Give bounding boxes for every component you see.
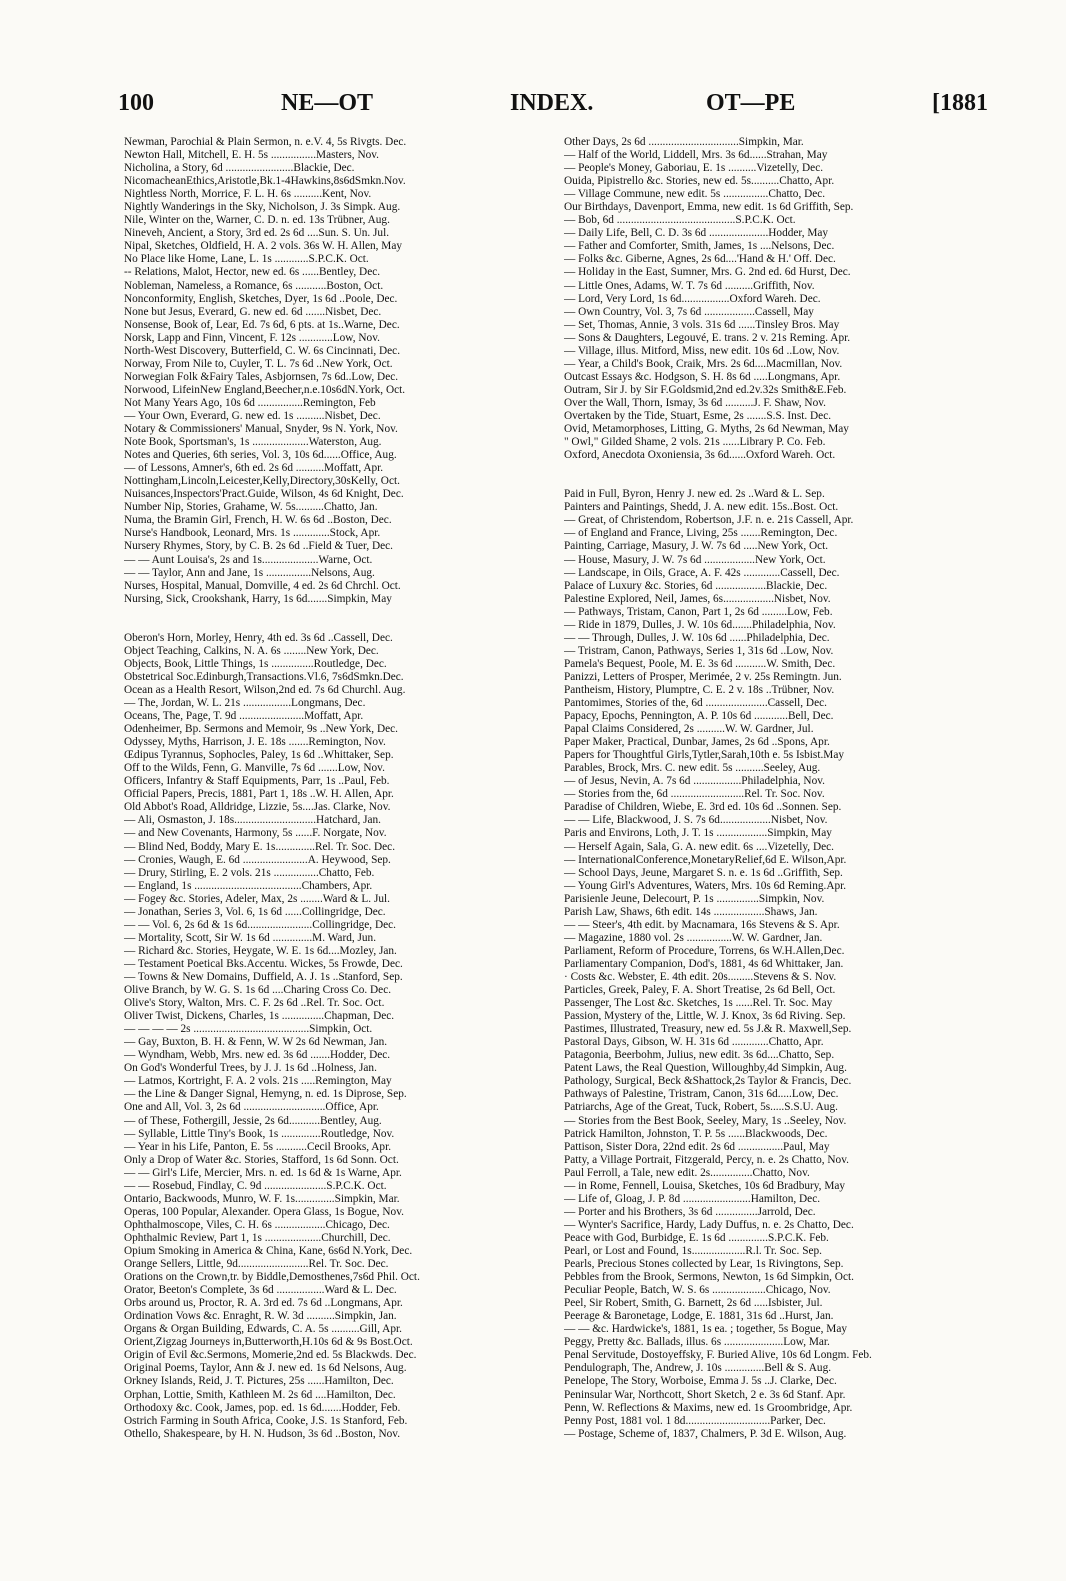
index-entry: Nipal, Sketches, Oldfield, H. A. 2 vols. 36s W. H. Allen, May — [124, 240, 403, 253]
index-entry: Panizzi, Letters of Prosper, Merimée, 2 v. 25s Remingtn. Jun. — [564, 670, 842, 683]
index-entry: Our Birthdays, Davenport, Emma, new edit. 1s 6d Griffith, Sep. — [564, 201, 854, 214]
index-entry: — Stories from the, 6d ..........................Rel. Tr. Soc. Nov. — [564, 788, 825, 801]
index-entry: Not Many Years Ago, 10s 6d ................Remington, Feb — [124, 396, 376, 409]
index-entry: Opium Smoking in America & China, Kane, 6s6d N.York, Dec. — [124, 1244, 413, 1257]
index-entry: Palace of Luxury &c. Stories, 6d ..................Blackie, Dec. — [564, 579, 828, 592]
index-entry: — Jonathan, Series 3, Vol. 6, 1s 6d ......Collingridge, Dec. — [124, 905, 386, 918]
index-entry: Passenger, The Lost &c. Sketches, 1s ......Rel. Tr. Soc. May — [564, 997, 833, 1010]
index-entry: Objects, Book, Little Things, 1s ...............Routledge, Dec. — [124, 657, 387, 670]
index-entry: — in Rome, Fennell, Louisa, Sketches, 10s 6d Bradbury, May — [564, 1179, 846, 1192]
index-entry: Norway, From Nile to, Cuyler, T. L. 7s 6d ..New York, Oct. — [124, 357, 393, 370]
index-entry: — of These, Fothergill, Jessie, 2s 6d...........Bentley, Aug. — [124, 1114, 382, 1127]
index-entry: Nightless North, Morrice, F. L. H. 6s ..........Kent, Nov. — [124, 188, 372, 201]
index-entry: — Postage, Scheme of, 1837, Chalmers, P. 3d E. Wilson, Aug. — [564, 1427, 847, 1440]
index-entry: Notary & Commissioners' Manual, Snyder, 9s N. York, Nov. — [124, 423, 398, 436]
index-entry: — Holiday in the East, Sumner, Mrs. G. 2nd ed. 6d Hurst, Dec. — [564, 266, 851, 279]
index-entry: — — Aunt Louisa's, 2s and 1s....................Warne, Oct. — [124, 553, 373, 566]
index-entry: — Ali, Osmaston, J. 18s.............................Hatchard, Jan. — [124, 814, 381, 827]
index-entry: Orthodoxy &c. Cook, James, pop. ed. 1s 6d.......Hodder, Feb. — [124, 1401, 401, 1414]
index-entry: Palestine Explored, Neil, James, 6s..................Nisbet, Nov. — [564, 592, 831, 605]
index-entry: Orange Sellers, Little, 9d.........................Rel. Tr. Soc. Dec. — [124, 1258, 389, 1271]
index-entry: Orient,Zigzag Journeys in,Butterworth,H.10s 6d & 9s Bost.Oct. — [124, 1336, 413, 1349]
index-entry: Odenheimer, Bp. Sermons and Memoir, 9s ..New York, Dec. — [124, 723, 398, 736]
index-entry: — Wynter's Sacrifice, Hardy, Lady Duffus, n. e. 2s Chatto, Dec. — [564, 1218, 854, 1231]
index-entry: — Stories from the Best Book, Seeley, Mary, 1s ..Seeley, Nov. — [564, 1114, 847, 1127]
index-entry: Original Poems, Taylor, Ann & J. new ed. 1s 6d Nelsons, Aug. — [124, 1362, 407, 1375]
index-entry: — — Taylor, Ann and Jane, 1s ................Nelsons, Aug. — [124, 566, 375, 579]
index-entry: Patagonia, Beerbohm, Julius, new edit. 3s 6d....Chatto, Sep. — [564, 1049, 835, 1062]
index-entry: Over the Wall, Thorn, Ismay, 3s 6d ..........J. F. Shaw, Nov. — [564, 396, 826, 409]
index-entry: Overtaken by the Tide, Stuart, Esme, 2s .......S.S. Inst. Dec. — [564, 409, 832, 422]
index-entry: Norwood, LifeinNew England,Beecher,n.e.10s6dN.York, Oct. — [124, 383, 406, 396]
index-entry: Orator, Beeton's Complete, 3s 6d .................Ward & L. Dec. — [124, 1284, 397, 1297]
index-entry: Papacy, Epochs, Pennington, A. P. 10s 6d ............Bell, Dec. — [564, 710, 834, 723]
index-entry: — Folks &c. Giberne, Agnes, 2s 6d....'Hand & H.' Off. Dec. — [564, 253, 836, 266]
index-entry: None but Jesus, Everard, G. new ed. 6d .......Nisbet, Dec. — [124, 305, 382, 318]
index-entry: Pearls, Precious Stones collected by Lear, 1s Rivingtons, Sep. — [564, 1258, 844, 1271]
index-entry: Peel, Sir Robert, Smith, G. Barnett, 2s 6d .....Isbister, Jul. — [564, 1297, 823, 1310]
index-entry: — — Vol. 6, 2s 6d & 1s 6d.......................Collingridge, Dec. — [124, 918, 396, 931]
index-entry: Official Papers, Precis, 1881, Part 1, 18s ..W. H. Allen, Apr. — [124, 788, 394, 801]
index-title: INDEX. — [510, 90, 594, 116]
index-entry: Ophthalmoscope, Viles, C. H. 6s ..................Chicago, Dec. — [124, 1218, 390, 1231]
index-entry: Painting, Carriage, Masury, J. W. 7s 6d .....New York, Oct. — [564, 540, 829, 553]
index-entry: Penelope, The Story, Worboise, Emma J. 5s ..J. Clarke, Dec. — [564, 1375, 837, 1388]
index-entry: Peninsular War, Northcott, Short Sketch, 2 e. 3s 6d Stanf. Apr. — [564, 1388, 846, 1401]
index-entry: — Bob, 6d ..........................................S.P.C.K. Oct. — [564, 214, 796, 227]
right-range: OT—PE — [706, 90, 796, 116]
index-entry: — Set, Thomas, Annie, 3 vols. 31s 6d ......Tinsley Bros. May — [564, 318, 840, 331]
index-entry: Odyssey, Myths, Harrison, J. E. 18s .......Remington, Nov. — [124, 736, 386, 749]
index-entry: Pattison, Sister Dora, 22nd edit. 2s 6d ................Paul, May — [564, 1140, 830, 1153]
index-entry: Parables, Brock, Mrs. C. new edit. 5s ..........Seeley, Aug. — [564, 762, 821, 775]
index-entry: Papers for Thoughtful Girls,Tytler,Sarah,10th e. 5s Isbist.May — [564, 749, 844, 762]
index-entry: — Your Own, Everard, G. new ed. 1s ..........Nisbet, Dec. — [124, 409, 381, 422]
index-entry: Other Days, 2s 6d ................................Simpkin, Mar. — [564, 136, 804, 148]
index-entry: — Blind Ned, Boddy, Mary E. 1s..............Rel. Tr. Soc. Dec. — [124, 840, 396, 853]
index-entry: Orbs around us, Proctor, R. A. 3rd ed. 7s 6d ..Longmans, Apr. — [124, 1297, 403, 1310]
section-gap — [124, 606, 556, 619]
index-entry: — — Rosebud, Findlay, C. 9d ......................S.P.C.K. Oct. — [124, 1179, 387, 1192]
left-column — [124, 136, 556, 1441]
index-entry: — Tristram, Canon, Pathways, Series 1, 31s 6d ..Low, Nov. — [564, 644, 834, 657]
index-entry: — Porter and his Brothers, 3s 6d ...............Jarrold, Dec. — [564, 1205, 816, 1218]
index-entry: — — Steer's, 4th edit. by Macnamara, 16s Stevens & S. Apr. — [564, 918, 840, 931]
index-entry: Oberon's Horn, Morley, Henry, 4th ed. 3s 6d ..Cassell, Dec. — [124, 631, 393, 644]
index-entry: Number Nip, Stories, Grahame, W. 5s..........Chatto, Jan. — [124, 501, 378, 514]
index-entry: Paid in Full, Byron, Henry J. new ed. 2s ..Ward & L. Sep. — [564, 488, 825, 501]
index-entry: Pathways of Palestine, Tristram, Canon, 31s 6d.....Low, Dec. — [564, 1088, 839, 1101]
index-entry: — of Jesus, Nevin, A. 7s 6d .................Philadelphia, Nov. — [564, 775, 825, 788]
index-entry: Pantomimes, Stories of the, 6d ......................Cassell, Dec. — [564, 697, 827, 710]
index-entry: Othello, Shakespeare, by H. N. Hudson, 3s 6d ..Boston, Nov. — [124, 1427, 401, 1440]
index-entry: Paris and Environs, Loth, J. T. 1s ..................Simpkin, May — [564, 827, 832, 840]
index-entry: North-West Discovery, Butterfield, C. W. 6s Cincinnati, Dec. — [124, 344, 401, 357]
index-entry: — Ride in 1879, Dulles, J. W. 10s 6d.......Philadelphia, Nov. — [564, 618, 836, 631]
index-entry: Norwegian Folk &Fairy Tales, Asbjornsen, 7s 6d..Low, Dec. — [124, 370, 399, 383]
index-entry: — — Girl's Life, Mercier, Mrs. n. ed. 1s 6d & 1s Warne, Apr. — [124, 1166, 402, 1179]
index-entry: Only a Drop of Water &c. Stories, Stafford, 1s 6d Sonn. Oct. — [124, 1153, 399, 1166]
index-entry: Passion, Mystery of the, Little, W. J. Knox, 3s 6d Riving. Sep. — [564, 1010, 846, 1023]
index-entry: — Richard &c. Stories, Heygate, W. E. 1s 6d....Mozley, Jan. — [124, 944, 397, 957]
index-entry: Nurse's Handbook, Leonard, Mrs. 1s .............Stock, Apr. — [124, 527, 381, 540]
index-entry: Numa, the Bramin Girl, French, H. W. 6s 6d ..Boston, Dec. — [124, 514, 392, 527]
index-entry: Origin of Evil &c.Sermons, Momerie,2nd ed. 5s Blackwds. Dec. — [124, 1349, 417, 1362]
index-entry: Paradise of Children, Wiebe, E. 3rd ed. 10s 6d ..Sonnen. Sep. — [564, 801, 842, 814]
index-entry: Peace with God, Burbidge, E. 1s 6d ..............S.P.C.K. Feb. — [564, 1231, 829, 1244]
index-entry: Paul Ferroll, a Tale, new edit. 2s...............Chatto, Nov. — [564, 1166, 810, 1179]
index-entry: Ontario, Backwoods, Munro, W. F. 1s..............Simpkin, Mar. — [124, 1192, 400, 1205]
index-entry: Operas, 100 Popular, Alexander. Opera Glass, 1s Bogue, Nov. — [124, 1205, 404, 1218]
index-entry: — Year, a Child's Book, Craik, Mrs. 2s 6d....Macmillan, Nov. — [564, 357, 843, 370]
index-entry: -- Relations, Malot, Hector, new ed. 6s ......Bentley, Dec. — [124, 266, 381, 279]
index-entry: Pamela's Bequest, Poole, M. E. 3s 6d ...........W. Smith, Dec. — [564, 657, 836, 670]
index-entry: Patty, a Village Portrait, Fitzgerald, Percy, n. e. 2s Chatto, Nov. — [564, 1153, 849, 1166]
index-entry: Ophthalmic Review, Part 1, 1s ....................Churchill, Dec. — [124, 1231, 391, 1244]
index-entry: Penal Servitude, Dostoyeffsky, F. Buried Alive, 10s 6d Longm. Feb. — [564, 1349, 872, 1362]
index-entry: — and New Covenants, Harmony, 5s ......F. Norgate, Nov. — [124, 827, 387, 840]
index-entry: — Syllable, Little Tiny's Book, 1s ..............Routledge, Nov. — [124, 1127, 395, 1140]
index-entry: — — &c. Hardwicke's, 1881, 1s ea. ; together, 5s Bogue, May — [564, 1323, 848, 1336]
index-entry: Oceans, The, Page, T. 9d .......................Moffatt, Apr. — [124, 710, 364, 723]
index-entry: Pantheism, History, Plumptre, C. E. 2 v. 18s ..Trübner, Nov. — [564, 683, 835, 696]
index-entry: — Little Ones, Adams, W. T. 7s 6d ..........Griffith, Nov. — [564, 279, 815, 292]
index-entry: Organs & Organ Building, Edwards, C. A. 5s ..........Gill, Apr. — [124, 1323, 402, 1336]
index-entry: — Pathways, Tristam, Canon, Part 1, 2s 6d .........Low, Feb. — [564, 605, 833, 618]
index-entry: Nightly Wanderings in the Sky, Nicholson, J. 3s Simpk. Aug. — [124, 201, 401, 214]
index-entry: Orations on the Crown,tr. by Biddle,Demosthenes,7s6d Phil. Oct. — [124, 1271, 420, 1284]
index-entry: Ocean as a Health Resort, Wilson,2nd ed. 7s 6d Churchl. Aug. — [124, 683, 406, 696]
index-entry: Nonconformity, English, Sketches, Dyer, 1s 6d ..Poole, Dec. — [124, 292, 398, 305]
left-range: NE—OT — [281, 90, 374, 116]
index-entry: Parish Law, Shaws, 6th edit. 14s ..................Shaws, Jan. — [564, 905, 818, 918]
index-entry: — Lord, Very Lord, 1s 6d.................Oxford Wareh. Dec. — [564, 292, 821, 305]
index-entry: — Father and Comforter, Smith, James, 1s ....Nelsons, Dec. — [564, 240, 835, 253]
index-entry: Pendulograph, The, Andrew, J. 10s ..............Bell & S. Aug. — [564, 1362, 832, 1375]
index-entry: — Testament Poetical Bks.Accentu. Wickes, 5s Frowde, Dec. — [124, 957, 403, 970]
index-entry: Off to the Wilds, Fenn, G. Manville, 7s 6d .......Low, Nov. — [124, 762, 385, 775]
index-entry: Oliver Twist, Dickens, Charles, 1s ...............Chapman, Dec. — [124, 1010, 395, 1023]
index-entry: — Life of, Gloag, J. P. 8d ........................Hamilton, Dec. — [564, 1192, 821, 1205]
index-entry: On God's Wonderful Trees, by J. J. 1s 6d ..Holness, Jan. — [124, 1062, 377, 1075]
index-entry: — Village, illus. Mitford, Miss, new edit. 10s 6d ..Low, Nov. — [564, 344, 840, 357]
index-entry: Pearl, or Lost and Found, 1s...................R.l. Tr. Soc. Sep. — [564, 1244, 822, 1257]
index-entry: Newton Hall, Mitchell, E. H. 5s ................Masters, Nov. — [124, 149, 379, 162]
index-entry: Pastimes, Illustrated, Treasury, new ed. 5s J.& R. Maxwell,Sep. — [564, 1023, 852, 1036]
index-entry: Nineveh, Ancient, a Story, 3rd ed. 2s 6d ....Sun. S. Un. Jul. — [124, 227, 390, 240]
section-gap — [124, 619, 556, 632]
index-entry: Note Book, Sportsman's, 1s ....................Waterston, Aug. — [124, 436, 382, 449]
index-entry: — Drury, Stirling, E. 2 vols. 21s ................Chatto, Feb. — [124, 866, 375, 879]
index-entry: — The, Jordan, W. L. 21s .................Longmans, Dec. — [124, 697, 366, 710]
index-entry: Nonsense, Book of, Lear, Ed. 7s 6d, 6 pts. at 1s..Warne, Dec. — [124, 318, 400, 331]
index-entry: — Magazine, 1880 vol. 2s ................W. W. Gardner, Jan. — [564, 931, 823, 944]
index-entry: · Costs &c. Webster, E. 4th edit. 20s.........Stevens & S. Nov. — [564, 971, 837, 983]
index-entry: One and All, Vol. 3, 2s 6d .............................Office, Apr. — [124, 1101, 379, 1114]
index-entry: Penny Post, 1881 vol. 1 8d..............................Parker, Dec. — [564, 1414, 826, 1427]
index-entry: — the Line & Danger Signal, Hemyng, n. ed. 1s Diprose, Sep. — [124, 1088, 407, 1101]
index-entry: Olive Branch, by W. G. S. 1s 6d ....Charing Cross Co. Dec. — [124, 984, 392, 997]
index-entry: Olive's Story, Walton, Mrs. C. F. 2s 6d ..Rel. Tr. Soc. Oct. — [124, 997, 385, 1010]
page-number: 100 — [118, 90, 154, 116]
index-entry: Newman, Parochial & Plain Sermon, n. e.V. 4, 5s Rivgts. Dec. — [124, 136, 407, 148]
index-entry: Parliamentary Companion, Dod's, 1881, 4s 6d Whittaker, Jan. — [564, 957, 844, 970]
index-entry: Parliament, Reform of Procedure, Torrens, 6s W.H.Allen,Dec. — [564, 944, 845, 957]
index-entry: Obstetrical Soc.Edinburgh,Transactions.Vl.6, 7s6dSmkn.Dec. — [124, 670, 404, 683]
index-entry: Object Teaching, Calkins, N. A. 6s ........New York, Dec. — [124, 644, 379, 657]
index-entry: Pastoral Days, Gibson, W. H. 31s 6d .............Chatto, Apr. — [564, 1036, 824, 1049]
index-entry: Peggy, Pretty &c. Ballads, illus. 6s .....................Low, Mar. — [564, 1336, 830, 1349]
index-entry: " Owl," Gilded Shame, 2 vols. 21s ......Library P. Co. Feb. — [564, 436, 826, 449]
index-entry: — School Days, Jeune, Margaret S. n. e. 1s 6d ..Griffith, Sep. — [564, 866, 843, 879]
index-entry: — Sons & Daughters, Legouvé, E. trans. 2 v. 21s Reming. Apr. — [564, 331, 851, 344]
index-entry: Patent Laws, the Real Question, Willoughby,4d Simpkin, Aug. — [564, 1062, 847, 1075]
index-entry: Oxford, Anecdota Oxoniensia, 3s 6d......Oxford Wareh. Oct. — [564, 449, 836, 462]
index-entry: Nuisances,Inspectors'Pract.Guide, Wilson, 4s 6d Knight, Dec. — [124, 488, 404, 501]
index-entry: — — — — 2s .........................................Simpkin, Oct. — [124, 1023, 373, 1036]
right-column — [564, 136, 980, 1441]
index-entry: — People's Money, Gaboriau, E. 1s ..........Vizetelly, Dec. — [564, 162, 824, 175]
index-entry: — Herself Again, Sala, G. A. new edit. 6s ....Vizetelly, Dec. — [564, 840, 834, 853]
page-header — [118, 90, 988, 126]
index-entry: Orphan, Lottie, Smith, Kathleen M. 2s 6d ....Hamilton, Dec. — [124, 1388, 396, 1401]
index-entry: — Latmos, Kortright, F. A. 2 vols. 21s .....Remington, May — [124, 1075, 392, 1088]
index-entry: Nursery Rhymes, Story, by C. B. 2s 6d ..Field & Tuer, Dec. — [124, 540, 394, 553]
index-entry: — InternationalConference,MonetaryRelief,6d E. Wilson,Apr. — [564, 853, 847, 866]
index-entry: Nottingham,Lincoln,Leicester,Kelly,Directory,30sKelly, Oct. — [124, 475, 400, 488]
index-entry: — Daily Life, Bell, C. D. 3s 6d .....................Hodder, May — [564, 227, 829, 240]
index-entry: Ordination Vows &c. Enraght, R. W. 3d ..........Simpkin, Jan. — [124, 1310, 397, 1323]
index-entry: Nicholina, a Story, 6d ........................Blackie, Dec. — [124, 162, 355, 175]
index-entry: — Great, of Christendom, Robertson, J.F. n. e. 21s Cassell, Apr. — [564, 514, 854, 527]
index-entry: — Wyndham, Webb, Mrs. new ed. 3s 6d .......Hodder, Dec. — [124, 1049, 391, 1062]
index-entry: — — Life, Blackwood, J. S. 7s 6d..................Nisbet, Nov. — [564, 814, 828, 827]
index-entry: — England, 1s ......................................Chambers, Apr. — [124, 879, 373, 892]
index-entry: — Own Country, Vol. 3, 7s 6d ..................Cassell, May — [564, 305, 814, 318]
index-entry: Pebbles from the Brook, Sermons, Newton, 1s 6d Simpkin, Oct. — [564, 1271, 854, 1284]
index-entry: Paper Maker, Practical, Dunbar, James, 2s 6d ..Spons, Apr. — [564, 736, 830, 749]
index-entry: Ovid, Metamorphoses, Litting, G. Myths, 2s 6d Newman, May — [564, 423, 849, 436]
index-entry: Notes and Queries, 6th series, Vol. 3, 10s 6d......Office, Aug. — [124, 449, 397, 462]
index-entry: Nurses, Hospital, Manual, Domville, 4 ed. 2s 6d Chrchl. Oct. — [124, 579, 401, 592]
index-entry: Officers, Infantry & Staff Equipments, Parr, 1s ..Paul, Feb. — [124, 775, 390, 788]
year-label: [1881 — [932, 90, 988, 116]
index-entry: — Towns & New Domains, Duffield, A. J. 1s ..Stanford, Sep. — [124, 971, 403, 983]
index-entry: Orkney Islands, Reid, J. T. Pictures, 25s ......Hamilton, Dec. — [124, 1375, 394, 1388]
index-entry: — Half of the World, Liddell, Mrs. 3s 6d......Strahan, May — [564, 149, 828, 162]
index-entry: — Gay, Buxton, B. H. & Fenn, W. W 2s 6d Newman, Jan. — [124, 1036, 388, 1049]
index-entry: Painters and Paintings, Shedd, J. A. new edit. 15s..Bost. Oct. — [564, 501, 839, 514]
index-entry: Norsk, Lapp and Finn, Vincent, F. 12s ............Low, Nov. — [124, 331, 380, 344]
section-gap — [564, 462, 980, 475]
index-entry: — Cronies, Waugh, E. 6d .......................A. Heywood, Sep. — [124, 853, 391, 866]
index-entry: — Fogey &c. Stories, Adeler, Max, 2s ........Ward & L. Jul. — [124, 892, 390, 905]
index-entry: Outram, Sir J. by Sir F.Goldsmid,2nd ed.2v.32s Smith&E.Feb. — [564, 383, 847, 396]
index-entry: Ostrich Farming in South Africa, Cooke, J.S. 1s Stanford, Feb. — [124, 1414, 408, 1427]
index-entry: Particles, Greek, Paley, F. A. Short Treatise, 2s 6d Bell, Oct. — [564, 984, 836, 997]
index-entry: Peerage & Baronetage, Lodge, E. 1881, 31s 6d ..Hurst, Jan. — [564, 1310, 834, 1323]
section-gap — [564, 475, 980, 488]
index-entry: — Mortality, Scott, Sir W. 1s 6d ..............M. Ward, Jun. — [124, 931, 377, 944]
index-entry: — Landscape, in Oils, Grace, A. F. 42s .............Cassell, Dec. — [564, 566, 840, 579]
index-entry: Nile, Winter on the, Warner, C. D. n. ed. 13s Trübner, Aug. — [124, 214, 390, 227]
index-entry: Peculiar People, Batch, W. S. 6s ...................Chicago, Nov. — [564, 1284, 831, 1297]
index-entry: Nursing, Sick, Crookshank, Harry, 1s 6d.......Simpkin, May — [124, 592, 392, 605]
index-entry: No Place like Home, Lane, L. 1s ............S.P.C.K. Oct. — [124, 253, 369, 266]
index-entry: — Village Commune, new edit. 5s ................Chatto, Dec. — [564, 188, 826, 201]
index-entry: Patrick Hamilton, Johnston, T. P. 5s ......Blackwoods, Dec. — [564, 1127, 828, 1140]
index-entry: Nobleman, Nameless, a Romance, 6s ...........Boston, Oct. — [124, 279, 384, 292]
index-entry: Outcast Essays &c. Hodgson, S. H. 8s 6d .....Longmans, Apr. — [564, 370, 841, 383]
index-entry: Ouida, Pipistrello &c. Stories, new ed. 5s..........Chatto, Apr. — [564, 175, 835, 188]
index-entry: — of England and France, Living, 25s .......Remington, Dec. — [564, 527, 838, 540]
index-entry: NicomacheanEthics,Aristotle,Bk.1-4Hawkins,8s6dSmkn.Nov. — [124, 175, 406, 188]
index-entry: Old Abbot's Road, Alldridge, Lizzie, 5s....Jas. Clarke, Nov. — [124, 801, 391, 814]
index-entry: — of Lessons, Amner's, 6th ed. 2s 6d ..........Moffatt, Apr. — [124, 462, 384, 475]
index-entry: Œdipus Tyrannus, Sophocles, Paley, 1s 6d ..Whittaker, Sep. — [124, 749, 394, 762]
index-entry: — Young Girl's Adventures, Waters, Mrs. 10s 6d Reming.Apr. — [564, 879, 847, 892]
index-entry: — Year in his Life, Panton, E. 5s ...........Cecil Brooks, Apr. — [124, 1140, 392, 1153]
index-entry: — — Through, Dulles, J. W. 10s 6d ......Philadelphia, Dec. — [564, 631, 830, 644]
index-entry: Patriarchs, Age of the Great, Tuck, Robert, 5s.....S.S.U. Aug. — [564, 1101, 838, 1114]
index-entry: Pathology, Surgical, Beck &Shattock,2s Taylor & Francis, Dec. — [564, 1075, 852, 1088]
index-entry: Penn, W. Reflections & Maxims, new ed. 1s Groombridge, Apr. — [564, 1401, 853, 1414]
index-entry: — House, Masury, J. W. 7s 6d ..................New York, Oct. — [564, 553, 826, 566]
index-entry: Papal Claims Considered, 2s ..........W. W. Gardner, Jul. — [564, 723, 814, 736]
index-entry: Parisienle Jeune, Delecourt, P. 1s ...............Simpkin, Nov. — [564, 892, 825, 905]
